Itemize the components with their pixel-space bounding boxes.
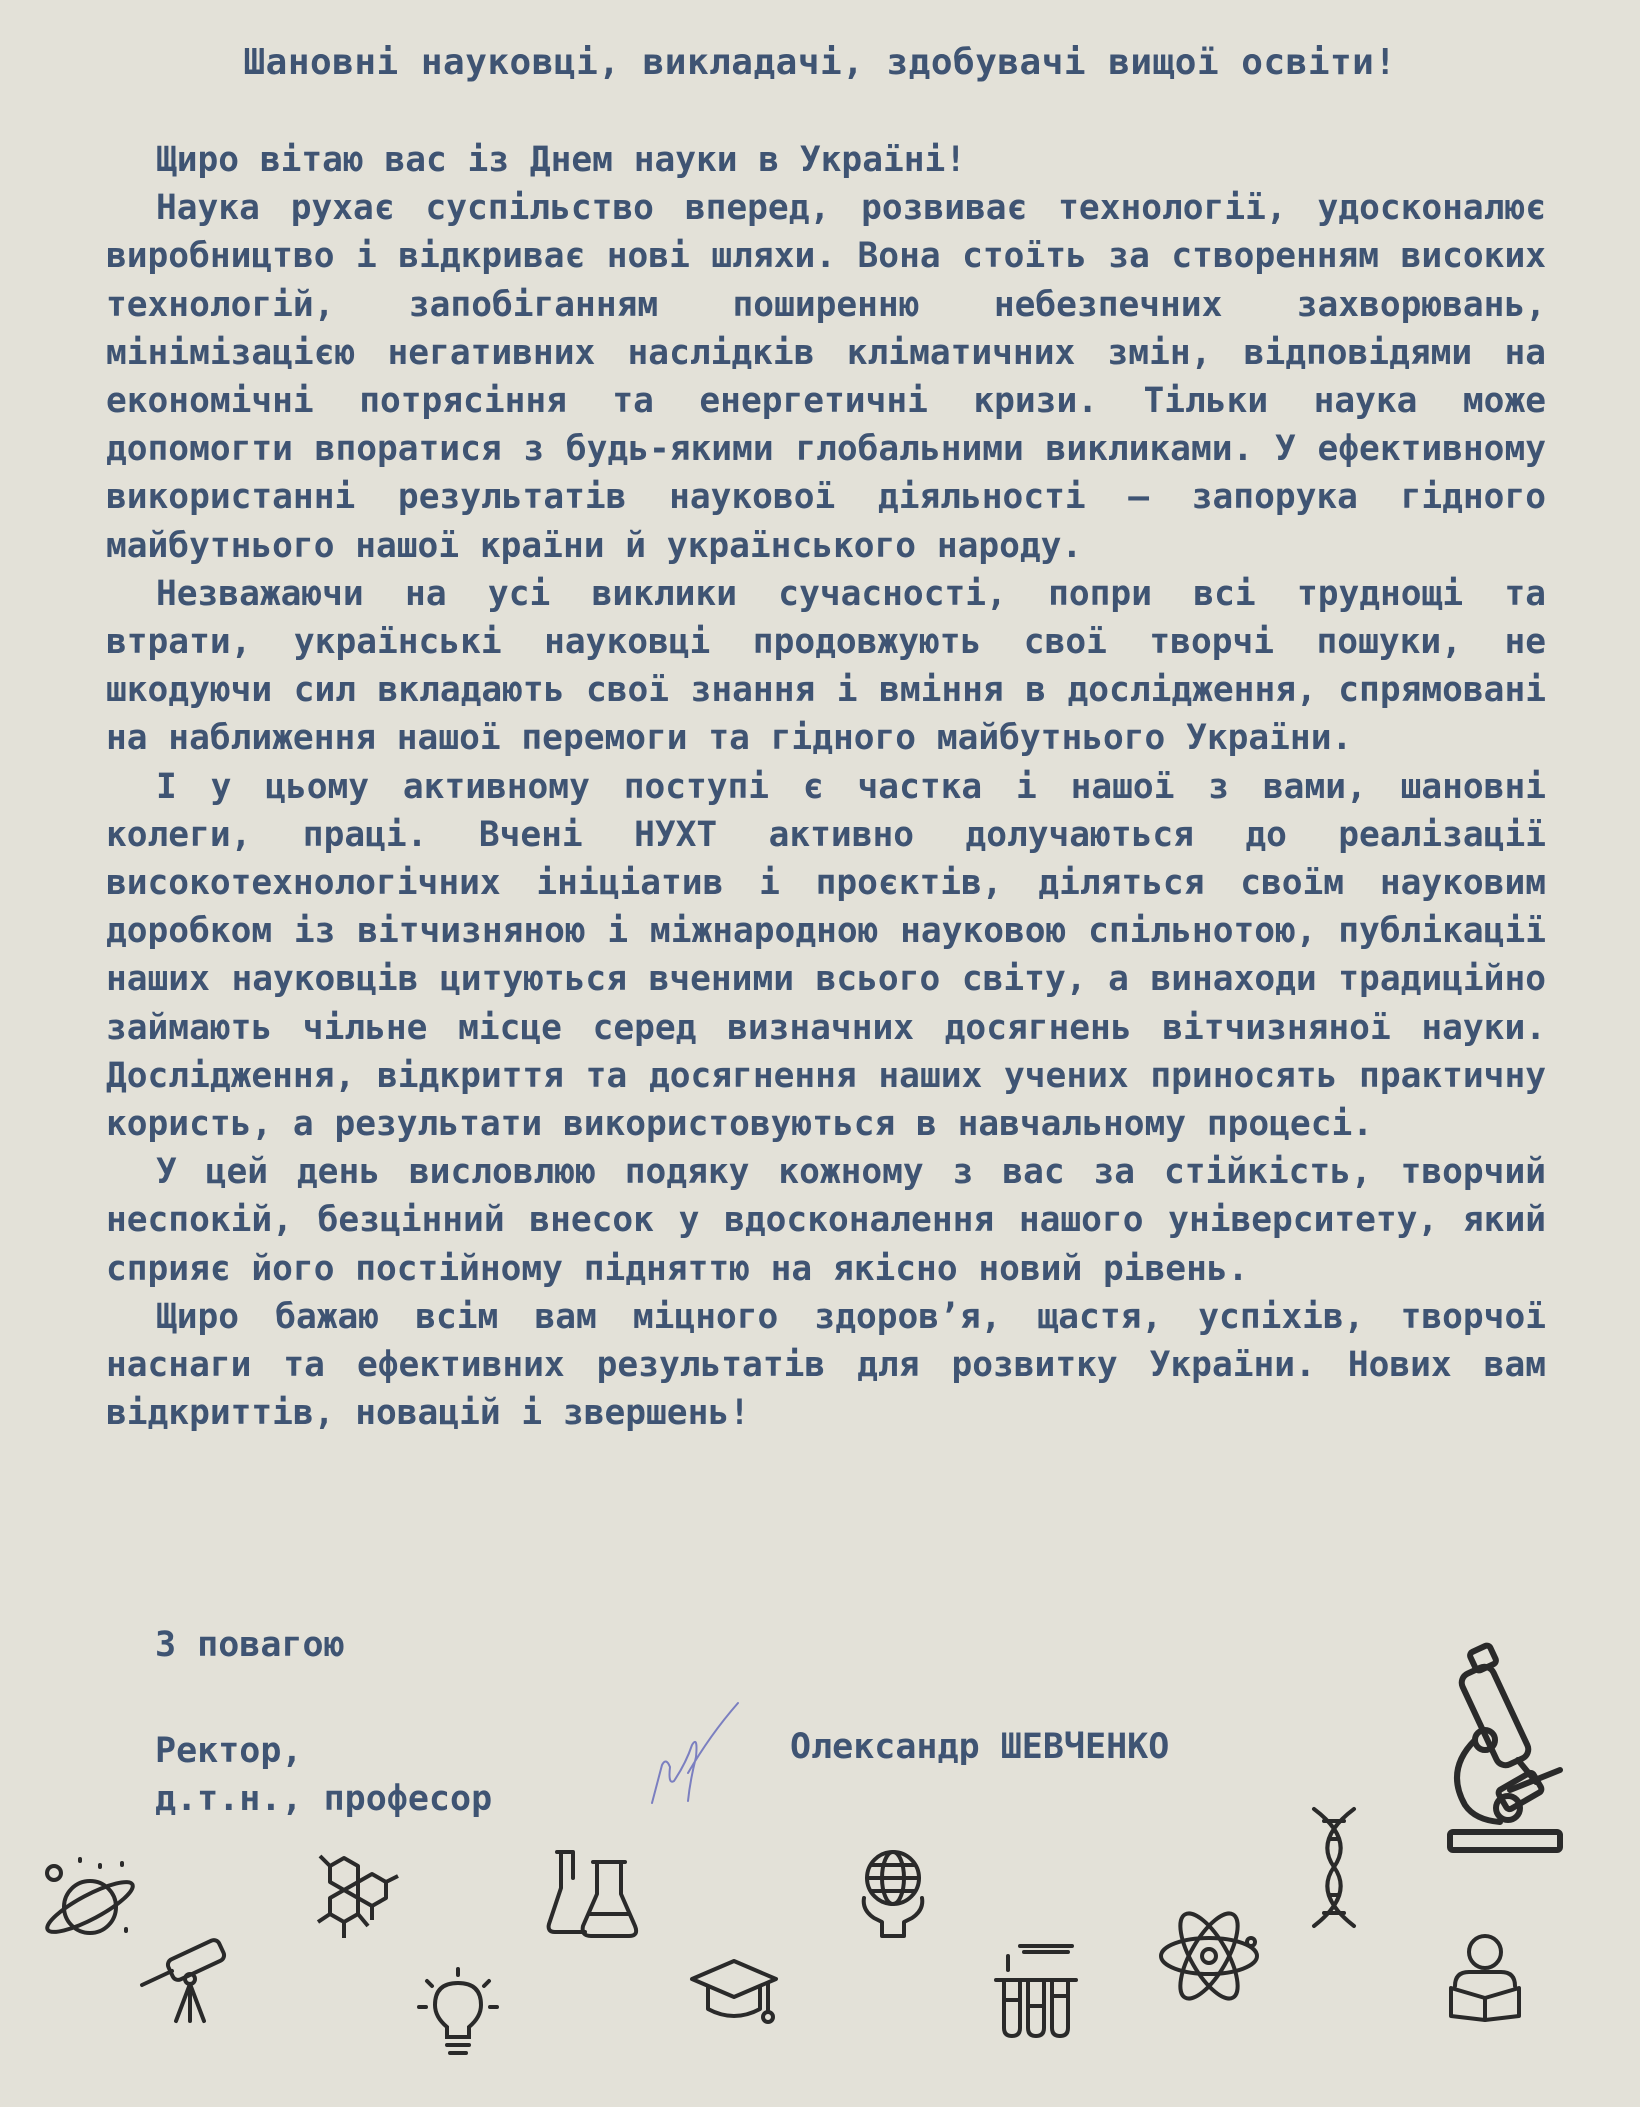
greeting: Щиро вітаю вас із Днем науки в Україні! bbox=[156, 140, 967, 180]
paragraph: І у цьому активному поступі є частка і нашої з вами, шановні колеги, праці. Вчені НУХТ активно долучаються до реалізації високотехнологічних ініціатив і проєктів, діляться своїм науковим доробком із вітчизняною і міжнародною науковою спільнотою, публікації наших науковців цитуються вченими всього світу, а винаходи традиційно займають чільне місце серед визначних досягнень вітчизняної науки. Дослідження, відкриття та досягнення наших учених приносять практичну користь, а результати використовуються в навчальному процесі. bbox=[106, 766, 1546, 1145]
letter-title: Шановні науковці, викладачі, здобувачі вищої освіти! bbox=[243, 42, 1397, 83]
reader-icon bbox=[1445, 1932, 1525, 2022]
paragraph: Незважаючи на усі виклики сучасності, попри всі труднощі та втрати, українські науковці продовжують свої творчі пошуки, не шкодуючи сил вкладають свої знання і вміння в дослідження, спрямовані на наближення нашої перемоги та гідного майбутнього України. bbox=[106, 573, 1546, 759]
lightbulb-icon bbox=[415, 1965, 501, 2060]
planet-icon bbox=[40, 1855, 145, 1945]
molecule-icon bbox=[308, 1848, 403, 1948]
paragraph: У цей день висловлюю подяку кожному з вас за стійкість, творчий неспокій, безцінний внесок у вдосконалення нашого університету, який сприяє його постійному підняттю на якісно новий рівень. bbox=[106, 1152, 1546, 1289]
globe-hands-icon bbox=[858, 1848, 928, 1940]
microscope-icon bbox=[1440, 1640, 1570, 1860]
atom-icon bbox=[1155, 1898, 1263, 2014]
paragraph: Наука рухає суспільство вперед, розвиває технології, удосконалює виробництво і відкриває нові шляхи. Вона стоїть за створенням високих технологій, запобіганням поширенню небезпечних захворювань, мінімізацією негативних наслідків кліматичних змін, відповідями на економічні потрясіння та енергетичні кризи. Тільки наука може допомогти впоратися з будь-якими глобальними викликами. У ефективному використанні результатів наукової діяльності – запорука гідного майбутнього нашої країни й українського народу. bbox=[106, 188, 1546, 566]
signatory-position bbox=[155, 1727, 492, 1823]
regards: З повагою bbox=[155, 1625, 345, 1665]
telescope-icon bbox=[138, 1935, 238, 2025]
position-title: Ректор, bbox=[155, 1731, 303, 1771]
rector-name: Олександр ШЕВЧЕНКО bbox=[790, 1727, 1170, 1767]
handwritten-signature bbox=[640, 1695, 750, 1819]
test-tubes-icon bbox=[990, 1940, 1080, 2040]
letter-body bbox=[106, 136, 1546, 1437]
graduation-cap-icon bbox=[688, 1955, 783, 2030]
paragraph: Щиро бажаю всім вам міцного здоров’я, щастя, успіхів, творчої наснаги та ефективних результатів для розвитку України. Нових вам відкриттів, новацій і звершень! bbox=[106, 1296, 1546, 1434]
position-degree: д.т.н., професор bbox=[155, 1779, 493, 1819]
dna-icon bbox=[1308, 1805, 1360, 1930]
flasks-icon bbox=[545, 1848, 641, 1940]
